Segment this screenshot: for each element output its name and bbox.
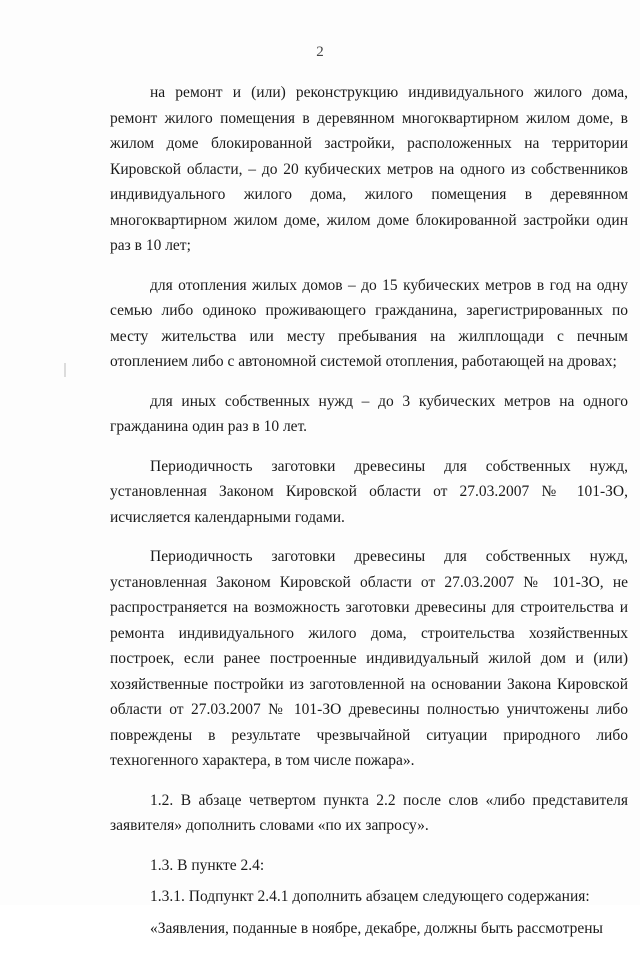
page-number: 2: [316, 44, 324, 60]
paragraph-item-1-3-1: 1.3.1. Подпункт 2.4.1 дополнить абзацем следующего содержания:: [150, 888, 590, 905]
paragraph-other-needs: для иных собственных нужд – до 3 кубических метров на одного гражданина один раз в 10 лет.: [110, 392, 628, 435]
paragraph-item-1-2: 1.2. В абзаце четвертом пункта 2.2 после слов «либо представителя заявителя» дополнить словами «по их запросу».: [110, 791, 628, 834]
paragraph-heating: для отопления жилых домов – до 15 кубических метров в год на одну семью либо одиноко проживающего гражданина, зарегистрированных по месту жительства или месту пребывания на жилплощади с печным отоплением либо с автономной системой отопления, работающей на дровах;: [110, 276, 628, 370]
paragraph-periodicity-exception: Периодичность заготовки древесины для собственных нужд, установленная Законом Кировской области от 27.03.2007 № 101-ЗО, не распространяется на возможность заготовки древесины для строительства и ремонта индивидуального жилого дома, строительства хозяйственных построек, если ранее построенные индивидуальный жилой дом и (или) хозяйственные постройки из заготовленной на основании Закона Кировской области от 27.03.2007 № 101-ЗО древесины полностью уничтожены либо повреждены в результате чрезвычайной ситуации природного либо техногенного характера, в том числе пожара».: [110, 548, 628, 769]
paragraph-periodicity: Периодичность заготовки древесины для собственных нужд, установленная Законом Кировской области от 27.03.2007 № 101-ЗО, исчисляется календарными годами.: [110, 457, 628, 526]
scan-artifact: [64, 363, 66, 377]
document-body: [110, 80, 628, 955]
paragraph-wood-repair: на ремонт и (или) реконструкцию индивидуального жилого дома, ремонт жилого помещения в деревянном многоквартирном жилом доме, в жилом доме блокированной застройки, расположенных на территории Кировской области, – до 20 кубических метров на одного из собственников индивидуального жилого дома, жилого помещения в деревянном многоквартирном жилом доме, жилом доме блокированной застройки один раз в 10 лет;: [110, 84, 628, 254]
paragraph-applications: «Заявления, поданные в ноябре, декабре, должны быть рассмотрены: [150, 919, 603, 937]
paragraph-item-1-3: 1.3. В пункте 2.4:: [150, 856, 265, 874]
